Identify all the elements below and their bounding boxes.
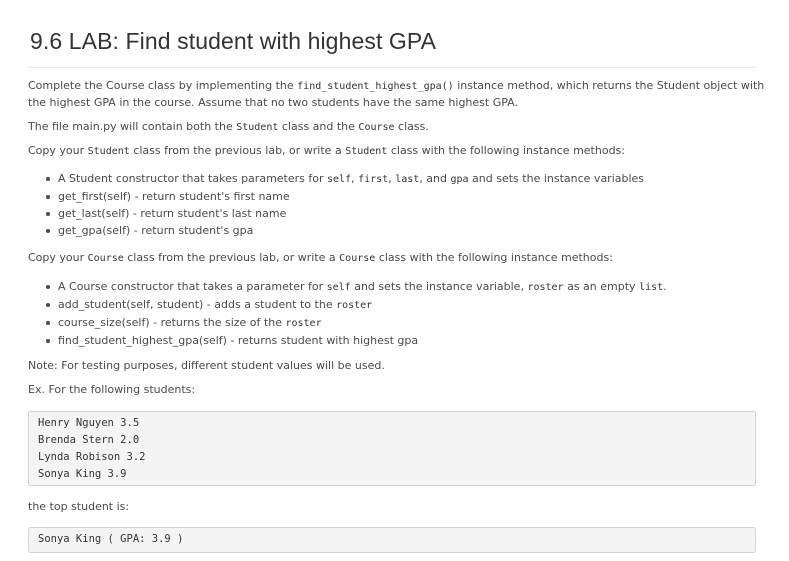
param-code: list bbox=[639, 282, 664, 293]
list-item-text: A Course constructor that takes a parameter for bbox=[58, 280, 327, 293]
intro-text: instance method, which returns the Student object with bbox=[453, 79, 765, 92]
list-item-text: and sets the instance variables bbox=[468, 172, 645, 185]
code-line: Brenda Stern 2.0 bbox=[38, 434, 140, 446]
list-item: find_student_highest_gpa(self) - returns student with highest gpa bbox=[28, 332, 667, 349]
list-item: get_first(self) - return student's first name bbox=[28, 188, 644, 205]
list-item-text: A Student constructor that takes parameters for bbox=[58, 172, 328, 185]
file-note-text: The file main.py will contain both the bbox=[28, 120, 237, 133]
param-code: gpa bbox=[450, 174, 469, 185]
list-item-text: , and bbox=[419, 172, 451, 185]
list-item-text: and sets the instance variable, bbox=[350, 280, 528, 293]
intro-line-2: the highest GPA in the course. Assume that no two students have the same highest GPA. bbox=[28, 96, 518, 109]
student-intro-text: class with the following instance methods: bbox=[387, 144, 625, 157]
class-code: Student bbox=[345, 146, 388, 157]
list-item-text: , bbox=[351, 172, 359, 185]
student-methods-list bbox=[28, 170, 644, 239]
list-item: get_last(self) - return student's last name bbox=[28, 205, 644, 222]
param-code: first bbox=[358, 174, 389, 185]
param-code: roster bbox=[527, 282, 564, 293]
course-intro bbox=[28, 249, 613, 267]
code-line: Sonya King 3.9 bbox=[38, 468, 127, 480]
student-intro-text: Copy your bbox=[28, 144, 88, 157]
class-code: Student bbox=[87, 146, 130, 157]
param-code: last bbox=[395, 174, 420, 185]
class-code: Course bbox=[87, 253, 124, 264]
list-item bbox=[28, 314, 667, 332]
class-code: Course bbox=[339, 253, 376, 264]
course-intro-text: class from the previous lab, or write a bbox=[123, 251, 340, 264]
method-code: find_student_highest_gpa() bbox=[297, 81, 454, 92]
example-output-box bbox=[28, 527, 756, 553]
file-note-text: class and the bbox=[278, 120, 359, 133]
example-label: Ex. For the following students: bbox=[28, 383, 196, 396]
code-line: Lynda Robison 3.2 bbox=[38, 451, 146, 463]
list-item bbox=[28, 296, 667, 314]
testing-note: Note: For testing purposes, different student values will be used. bbox=[28, 359, 385, 372]
list-item bbox=[28, 170, 644, 188]
file-note bbox=[28, 118, 429, 136]
list-item bbox=[28, 278, 667, 296]
class-code: Course bbox=[358, 122, 395, 133]
param-code: roster bbox=[285, 318, 322, 329]
code-line: Henry Nguyen 3.5 bbox=[38, 417, 140, 429]
example-input-box bbox=[28, 411, 756, 486]
result-label: the top student is: bbox=[28, 500, 130, 513]
param-code: self bbox=[326, 282, 351, 293]
class-code: Student bbox=[236, 122, 279, 133]
student-intro-text: class from the previous lab, or write a bbox=[129, 144, 346, 157]
list-item-text: course_size(self) - returns the size of the bbox=[58, 316, 286, 329]
param-code: self bbox=[327, 174, 352, 185]
list-item-text: , bbox=[388, 172, 396, 185]
list-item-text: add_student(self, student) - adds a student to the bbox=[58, 298, 337, 311]
list-item-text: as an empty bbox=[563, 280, 640, 293]
student-intro bbox=[28, 142, 625, 160]
intro-line-1 bbox=[28, 77, 764, 95]
code-line: Sonya King ( GPA: 3.9 ) bbox=[38, 533, 184, 545]
course-intro-text: Copy your bbox=[28, 251, 88, 264]
title-divider bbox=[28, 67, 756, 68]
intro-text: Complete the Course class by implementing the bbox=[28, 79, 298, 92]
file-note-text: class. bbox=[394, 120, 429, 133]
list-item-text: . bbox=[663, 280, 667, 293]
course-intro-text: class with the following instance methods: bbox=[375, 251, 613, 264]
param-code: roster bbox=[336, 300, 373, 311]
list-item: get_gpa(self) - return student's gpa bbox=[28, 222, 644, 239]
course-methods-list bbox=[28, 278, 667, 349]
page-title: 9.6 LAB: Find student with highest GPA bbox=[30, 28, 437, 54]
